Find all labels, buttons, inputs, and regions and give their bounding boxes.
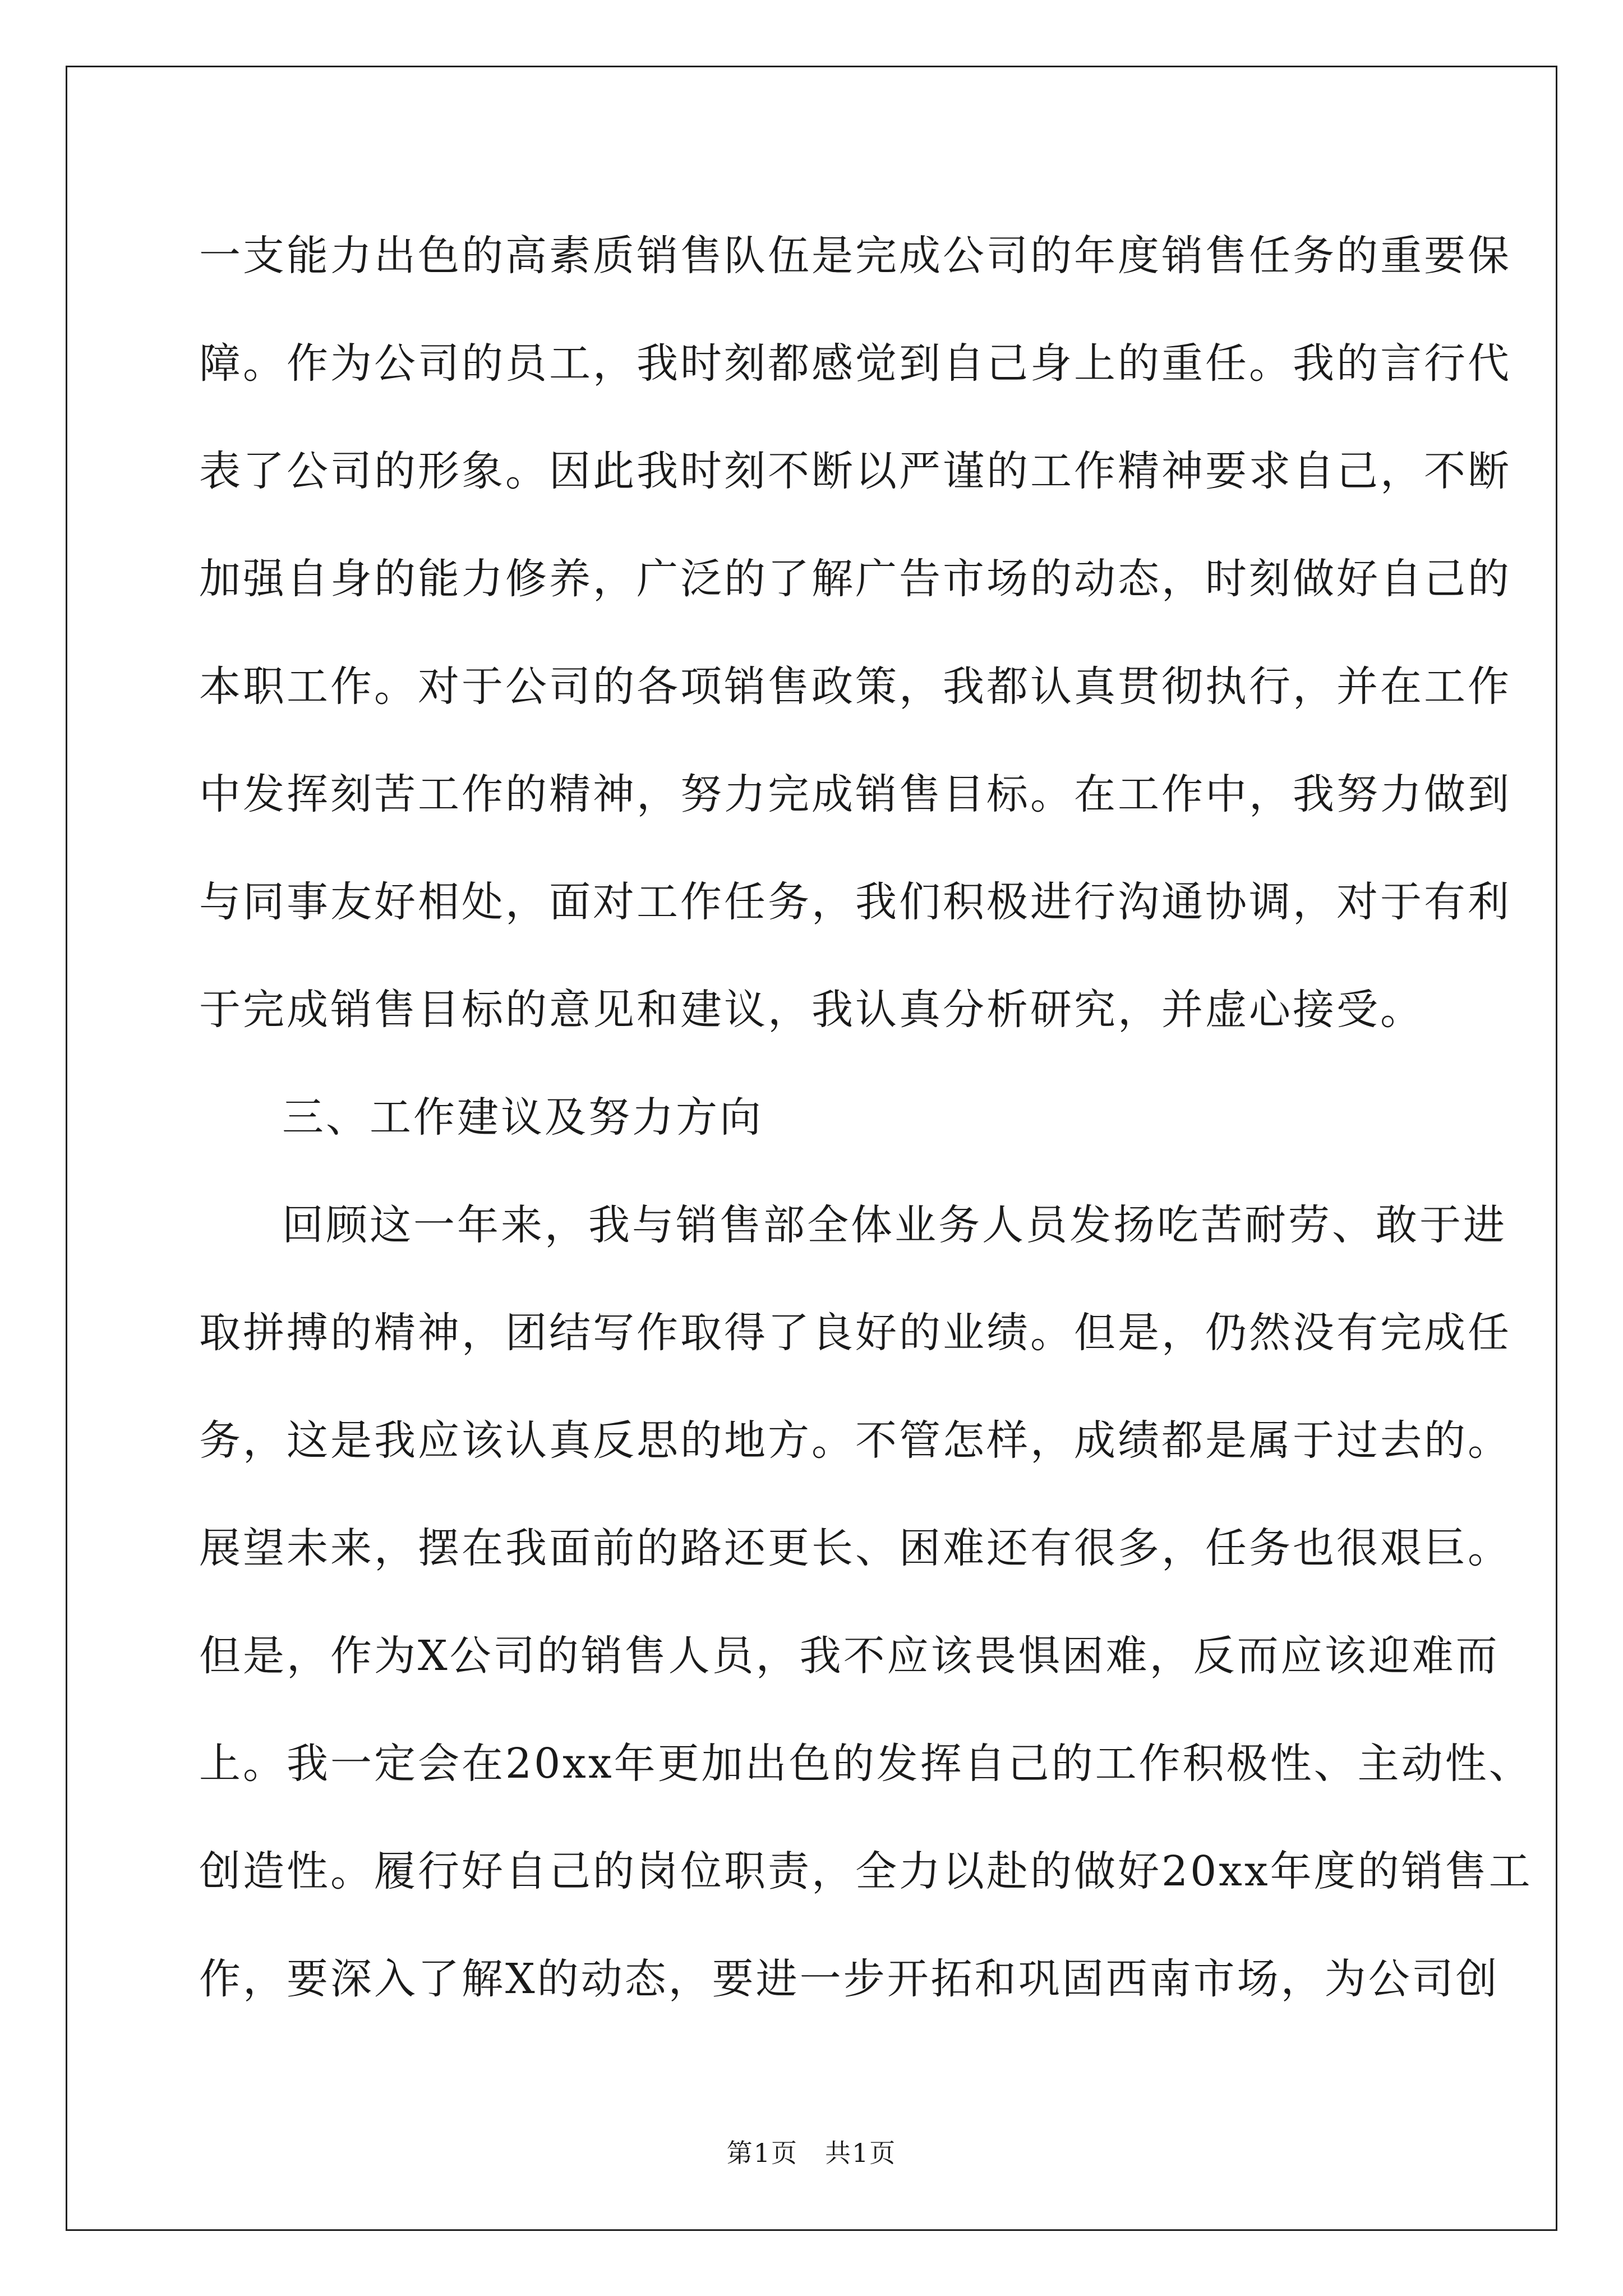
text-line: 于完成销售目标的意见和建议，我认真分析研究，并虚心接受。 [199,986,1424,1034]
text-line: 展望未来，摆在我面前的路还更长、困难还有很多，任务也很艰巨。 [199,1524,1511,1572]
text-line: 但是，作为X公司的销售人员，我不应该畏惧困难，反而应该迎难而 [199,1632,1500,1680]
page-number-footer: 第1页 共1页 [726,2138,897,2168]
text-line: 障。作为公司的员工，我时刻都感觉到自己身上的重任。我的言行代 [199,339,1511,388]
text-line: 上。我一定会在20xx年更加出色的发挥自己的工作积极性、主动性、 [199,1740,1533,1788]
document-body [199,202,1533,2033]
text-line: 中发挥刻苦工作的精神，努力完成销售目标。在工作中，我努力做到 [199,770,1511,818]
text-line: 创造性。履行好自己的岗位职责，全力以赴的做好20xx年度的销售工 [199,1847,1533,1895]
text-line: 务，这是我应该认真反思的地方。不管怎样，成绩都是属于过去的。 [199,1416,1511,1465]
section-heading: 三、工作建议及努力方向 [282,1093,763,1142]
text-line: 一支能力出色的高素质销售队伍是完成公司的年度销售任务的重要保 [199,232,1511,280]
text-line: 本职工作。对于公司的各项销售政策，我都认真贯彻执行，并在工作 [199,662,1511,711]
text-line: 与同事友好相处，面对工作任务，我们积极进行沟通协调，对于有利 [199,878,1511,926]
text-line: 取拼搏的精神，团结写作取得了良好的业绩。但是，仍然没有完成任 [199,1309,1511,1357]
paragraph-start-line: 回顾这一年来，我与销售部全体业务人员发扬吃苦耐劳、敢于进 [282,1201,1507,1249]
text-line: 加强自身的能力修养，广泛的了解广告市场的动态，时刻做好自己的 [199,555,1511,603]
text-line: 表了公司的形象。因此我时刻不断以严谨的工作精神要求自己，不断 [199,447,1511,495]
text-line: 作，要深入了解X的动态，要进一步开拓和巩固西南市场，为公司创 [199,1955,1500,2003]
